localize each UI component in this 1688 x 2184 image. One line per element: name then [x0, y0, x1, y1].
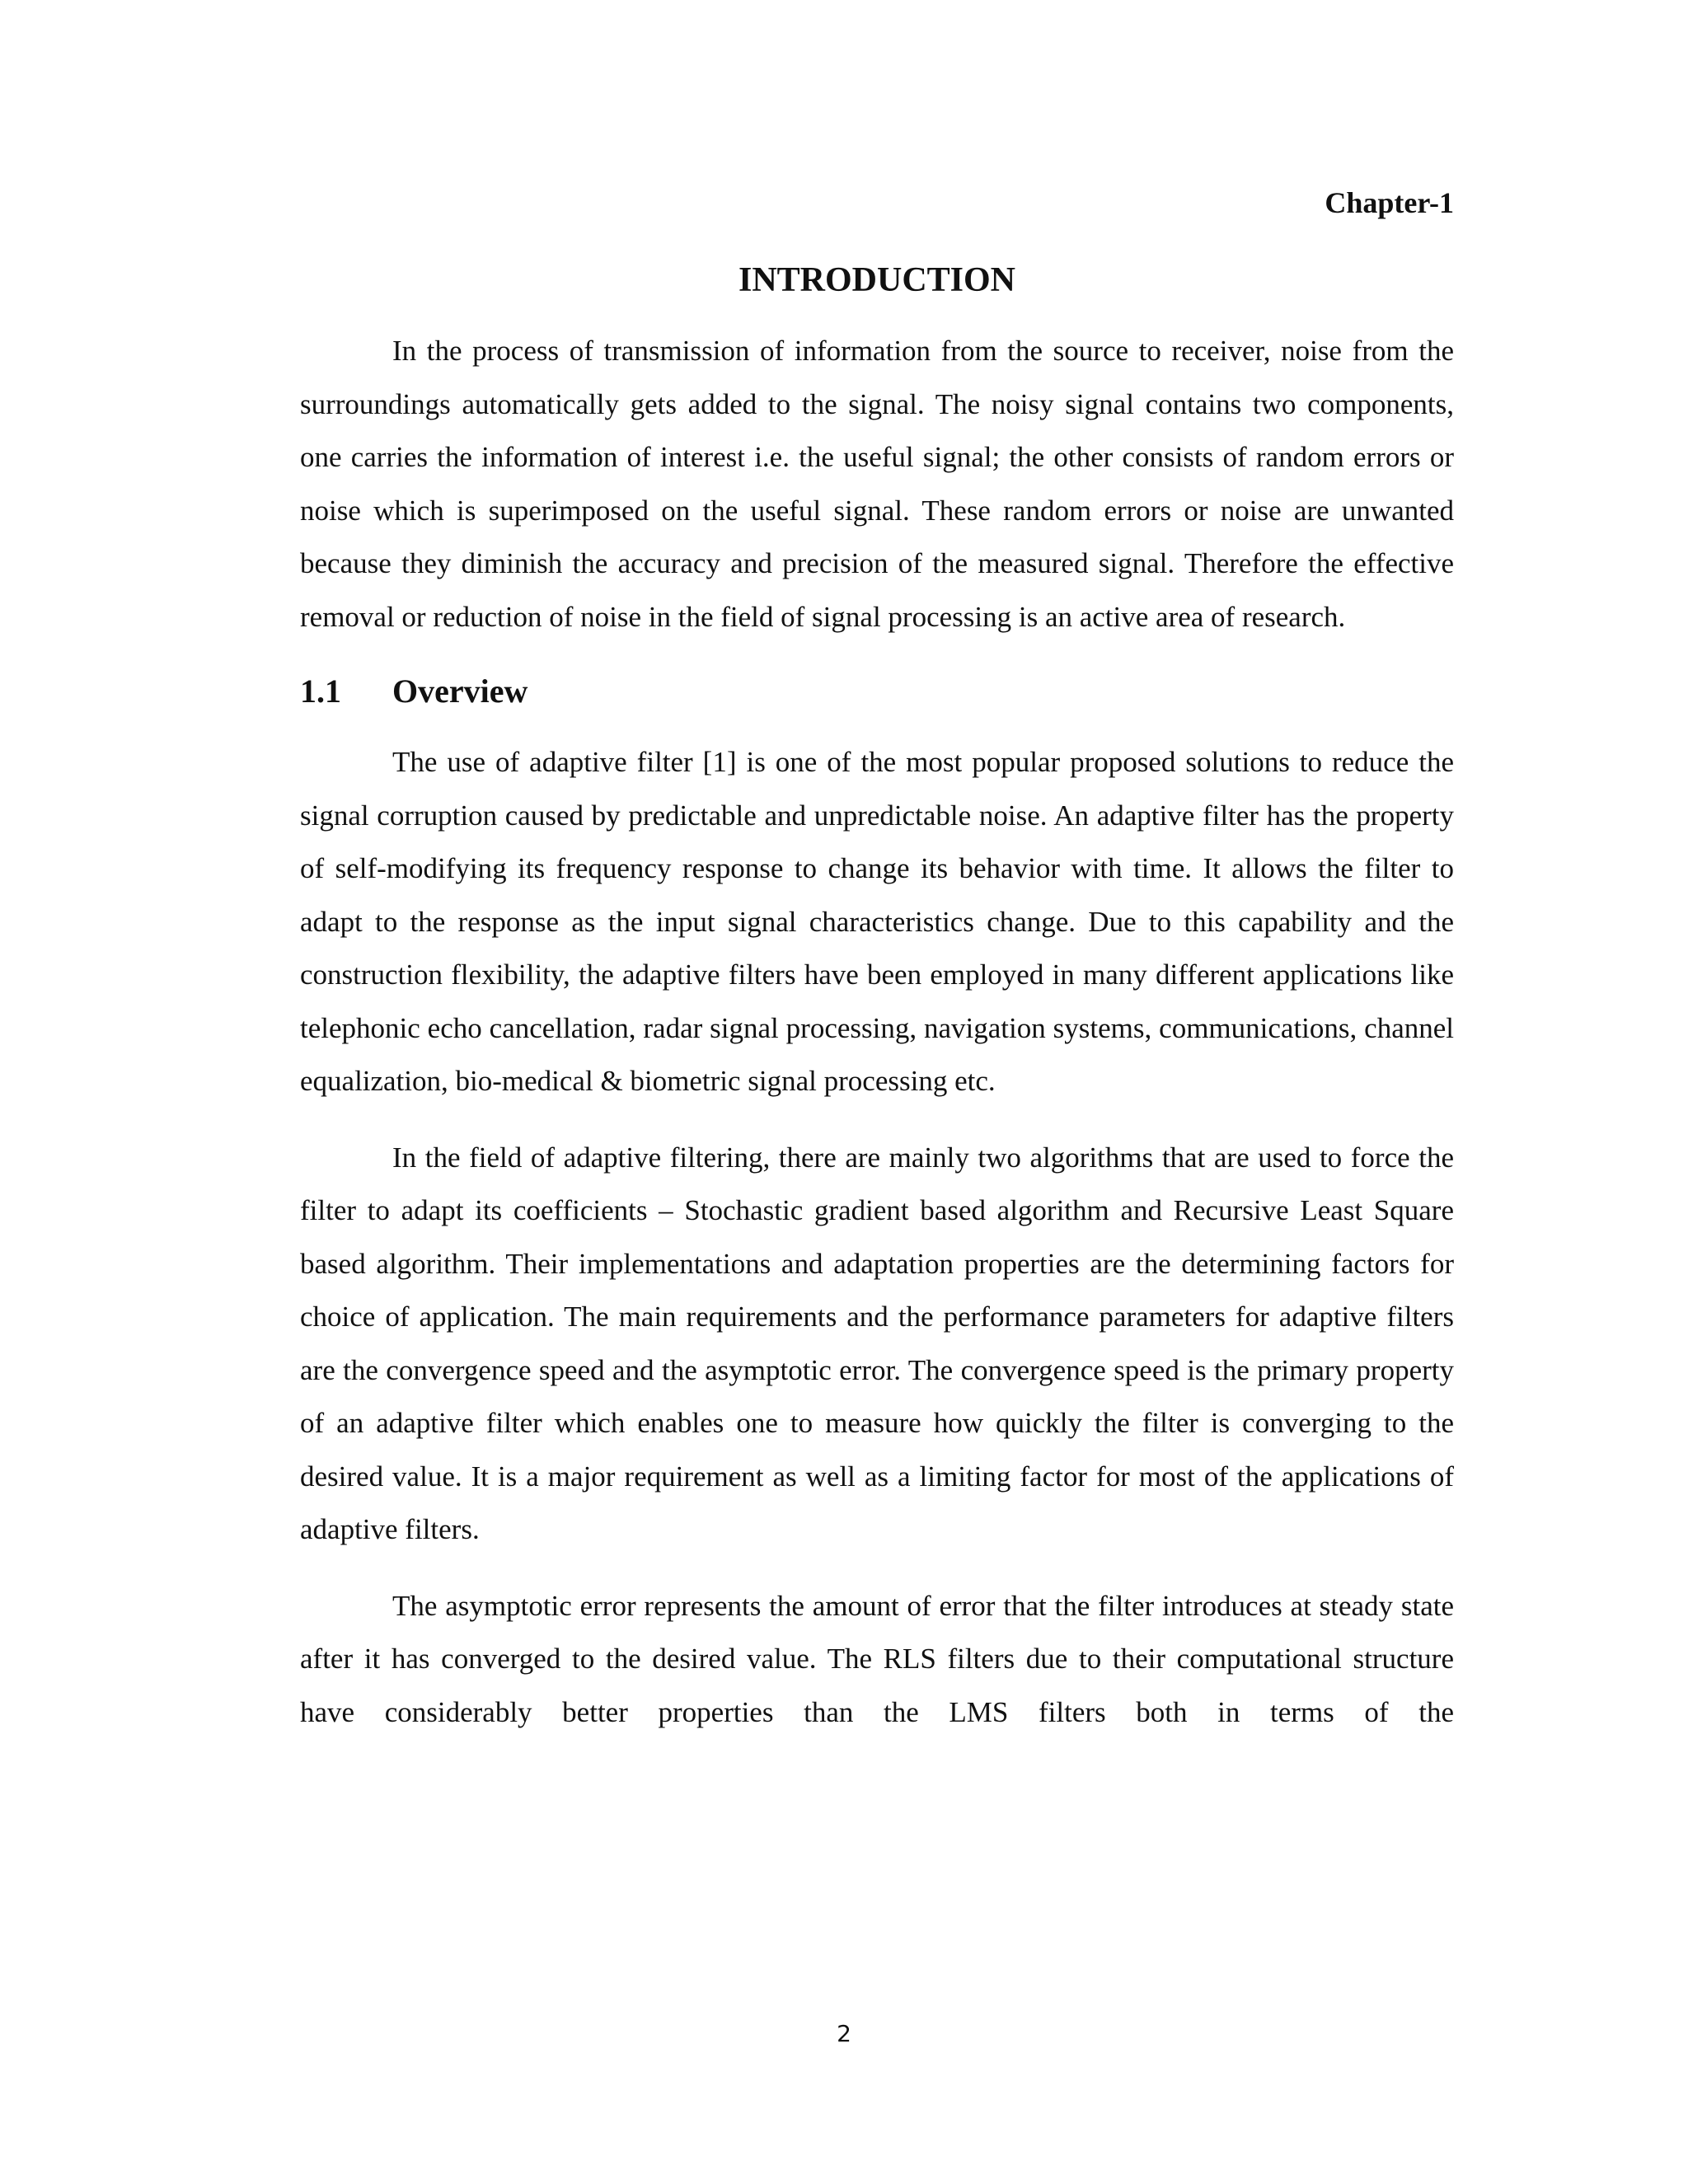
section-number: 1.1 [300, 673, 341, 710]
section-heading [300, 667, 1454, 716]
page-number: 2 [837, 2020, 851, 2047]
chapter-label: Chapter-1 [1325, 186, 1454, 219]
overview-paragraph-1: The use of adaptive filter [1] is one of the most popular proposed solutions to reduce the signal corruption caused by predictable and unpredictable noise. An adaptive filter has the property of self-modifying its frequency response to change its behavior with time. It allows the filter to adapt to the response as the input signal characteristics change. Due to this capability and the construction flexibility, the adaptive filters have been employed in many different applications like telephonic echo cancellation, radar signal processing, navigation systems, communications, channel equalization, bio-medical & biometric signal processing etc. [300, 746, 1454, 1097]
overview-paragraph-3: The asymptotic error represents the amount of error that the filter introduces at steady state after it has converged to the desired value. The RLS filters due to their computational structure have considerably better properties than the LMS filters both in terms of the [300, 1589, 1454, 1728]
chapter-title: INTRODUCTION [738, 261, 1016, 299]
intro-paragraph: In the process of transmission of information from the source to receiver, noise from the surroundings automatically gets added to the signal. The noisy signal contains two components, one carries the information of interest i.e. the useful signal; the other consists of random errors or noise which is superimposed on the useful signal. These random errors or noise are unwanted because they diminish the accuracy and precision of the measured signal. Therefore the effective removal or reduction of noise in the field of signal processing is an active area of research. [300, 335, 1454, 633]
section-title: Overview [392, 673, 528, 710]
page-content [300, 181, 1454, 1762]
overview-paragraph-2: In the field of adaptive filtering, there are mainly two algorithms that are used to force the filter to adapt its coefficients – Stochastic gradient based algorithm and Recursive Least Square based algorithm. Their implementations and adaptation properties are the determining factors for choice of application. The main requirements and the performance parameters for adaptive filters are the convergence speed and the asymptotic error. The convergence speed is the primary property of an adaptive filter which enables one to measure how quickly the filter is converging to the desired value. It is a major requirement as well as a limiting factor for most of the applications of adaptive filters. [300, 1141, 1454, 1545]
